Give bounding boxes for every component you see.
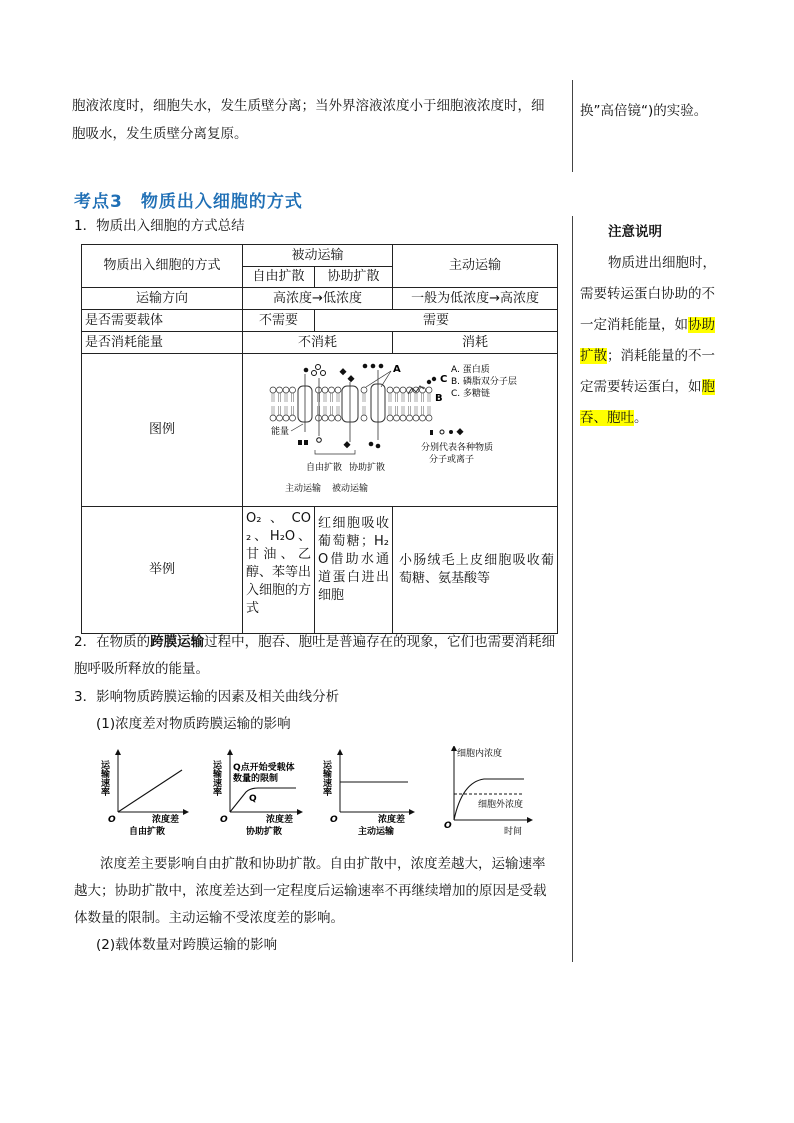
- g1-xlabel: 浓度差: [152, 815, 180, 825]
- molecule-square: [430, 430, 433, 435]
- g3-origin: O: [330, 815, 338, 825]
- g2-origin: O: [220, 815, 228, 825]
- g3-ylabel: 运输速率: [321, 760, 331, 796]
- molecule-square: [304, 440, 308, 445]
- column-divider: [572, 216, 573, 962]
- molecule-circle: [321, 371, 326, 376]
- row-carrier-rest: 需要: [315, 310, 558, 332]
- facilitated-label: 协助扩散: [349, 463, 386, 473]
- header-passive: 被动运输: [243, 245, 393, 267]
- phospholipid-tail: [389, 406, 391, 415]
- g2-point-q: Q: [249, 794, 257, 804]
- sidebar-line-3a: 一定消耗能量，如: [580, 317, 688, 333]
- item-3: 3．影响物质跨膜运输的因素及相关曲线分析: [74, 689, 340, 705]
- phospholipid-tail: [272, 406, 274, 415]
- g2-note-1: Q点开始受载体: [233, 763, 295, 773]
- example-active: 小肠绒毛上皮细胞吸收葡萄糖、氨基酸等: [393, 507, 558, 634]
- bracket-facilitated: [315, 450, 355, 454]
- phospholipid-head: [394, 415, 400, 421]
- para-line-2: 越大；协助扩散中，浓度差达到一定程度后运输速率不再继续增加的原因是受载: [74, 883, 547, 899]
- phospholipid-tail: [422, 406, 424, 415]
- phospholipid-head: [290, 415, 296, 421]
- sidebar-line-6: [580, 403, 730, 434]
- transport-table: [81, 244, 558, 634]
- energy-arrow: [291, 424, 303, 431]
- highlight-facilitated-1: 协助: [688, 317, 715, 333]
- legend-b: B. 磷脂双分子层: [451, 377, 517, 387]
- phospholipid-tail: [402, 393, 404, 402]
- header-facilitated-diffusion: 协助扩散: [315, 267, 393, 288]
- header-active: 主动运输: [393, 245, 558, 288]
- label-b: B: [435, 393, 443, 404]
- phospholipid-head: [283, 387, 289, 393]
- phospholipid-tail: [285, 406, 287, 415]
- highlight-endocytosis-1: 胞: [701, 379, 715, 395]
- molecule-diamond: [456, 428, 463, 435]
- phospholipid-head: [329, 415, 335, 421]
- sub-heading-1: (1)浓度差对物质跨膜运输的影响: [96, 716, 291, 732]
- g1-caption: 自由扩散: [129, 827, 166, 837]
- para-line-3: 体数量的限制。主动运输不受浓度差的影响。: [74, 910, 344, 926]
- legend-c: C. 多糖链: [451, 389, 491, 399]
- phospholipid-tail: [428, 393, 430, 402]
- g2-caption: 协助扩散: [246, 827, 283, 837]
- phospholipid-head: [400, 387, 406, 393]
- phospholipid-tail: [396, 393, 398, 402]
- label-c: C: [440, 374, 448, 385]
- graph-concentration-time: [444, 746, 532, 837]
- phospholipid-head: [322, 415, 328, 421]
- example-facilitated: 红细胞吸收葡萄糖；H₂O借助水通道蛋白进出细胞: [315, 507, 393, 634]
- molecule-diamond: [343, 441, 350, 448]
- item-2-before: 2．在物质的: [74, 634, 151, 650]
- phospholipid-head: [361, 415, 367, 421]
- phospholipid-head: [335, 387, 341, 393]
- phospholipid-head: [270, 415, 276, 421]
- g4-xlabel: 时间: [504, 827, 523, 837]
- g2-note-2: 数量的限制: [233, 774, 279, 784]
- molecule-diamond: [339, 368, 346, 375]
- g3-xlabel: 浓度差: [378, 815, 406, 825]
- row-direction-active: 一般为低浓度→高浓度: [393, 288, 558, 310]
- sidebar-line-5a: 定需要转运蛋白，如: [580, 379, 702, 395]
- phospholipid-tail: [292, 406, 294, 415]
- sidebar-line-1: 物质进出细胞时，: [608, 255, 716, 271]
- phospholipid-tail: [331, 393, 333, 402]
- row-direction-passive: 高浓度→低浓度: [243, 288, 393, 310]
- molecule-circle: [440, 430, 444, 434]
- energy-label: 能量: [271, 427, 290, 437]
- active-label: 主动运输: [285, 484, 322, 494]
- row-carrier-free: 不需要: [243, 310, 315, 332]
- phospholipid-head: [322, 387, 328, 393]
- phospholipid-head: [277, 387, 283, 393]
- row-energy-label: 是否消耗能量: [82, 332, 243, 354]
- phospholipid-head: [277, 415, 283, 421]
- phospholipid-tail: [337, 393, 339, 402]
- sidebar-line-4: [580, 341, 730, 372]
- phospholipid-tail: [324, 393, 326, 402]
- phospholipid-tail: [285, 393, 287, 402]
- molecule-circle: [312, 371, 317, 376]
- molecule-square: [298, 440, 302, 445]
- phospholipid-head: [270, 387, 276, 393]
- legend-a: A. 蛋白质: [451, 365, 490, 375]
- phospholipid-tail: [415, 406, 417, 415]
- header-mode: 物质出入细胞的方式: [82, 245, 243, 288]
- membrane-figure-cell: [243, 354, 558, 507]
- phospholipid-head: [400, 415, 406, 421]
- molecule-dot: [432, 377, 436, 381]
- highlight-facilitated-2: 扩散: [580, 348, 607, 364]
- phospholipid-head: [407, 415, 413, 421]
- molecule-diamond: [347, 375, 354, 382]
- passive-label: 被动运输: [332, 484, 369, 494]
- free-label: 自由扩散: [306, 463, 343, 473]
- phospholipid-tail: [415, 393, 417, 402]
- phospholipid-tail: [363, 393, 365, 402]
- phospholipid-head: [387, 387, 393, 393]
- phospholipid-head: [335, 415, 341, 421]
- phospholipid-head: [387, 415, 393, 421]
- header-free-diffusion: 自由扩散: [243, 267, 315, 288]
- g4-origin: O: [444, 821, 452, 831]
- curve-free: [118, 770, 182, 812]
- row-example-label: 举例: [82, 507, 243, 634]
- column-divider-top: [572, 80, 573, 172]
- g1-ylabel: 运输速率: [99, 760, 109, 796]
- phospholipid-tail: [324, 406, 326, 415]
- row-figure-label: 图例: [82, 354, 243, 507]
- row-direction-label: 运输方向: [82, 288, 243, 310]
- phospholipid-tail: [409, 393, 411, 402]
- molecule-dot: [371, 364, 376, 369]
- sidebar-line-2: 需要转运蛋白协助的不: [580, 286, 715, 302]
- row-energy-active: 消耗: [393, 332, 558, 354]
- phospholipid-tail: [428, 406, 430, 415]
- phospholipid-head: [361, 387, 367, 393]
- top-line-1: 胞液浓度时，细胞失水，发生质壁分离；当外界溶液浓度小于细胞液浓度时，细: [72, 98, 545, 114]
- phospholipid-head: [426, 387, 432, 393]
- item-1: 1．物质出入细胞的方式总结: [74, 218, 245, 234]
- molecule-dot: [379, 364, 384, 369]
- row-energy-passive: 不消耗: [243, 332, 393, 354]
- phospholipid-head: [394, 387, 400, 393]
- example-free: O₂、CO₂、H₂O、甘油、乙醇、苯等出入细胞的方式: [243, 507, 315, 634]
- phospholipid-tail: [402, 406, 404, 415]
- graph-facilitated-diffusion: [211, 750, 302, 837]
- g2-ylabel: 运输速率: [211, 760, 221, 796]
- phospholipid-tail: [409, 406, 411, 415]
- phospholipid-head: [290, 387, 296, 393]
- phospholipid-head: [316, 387, 322, 393]
- row-carrier-label: 是否需要载体: [82, 310, 243, 332]
- section-heading: 考点3 物质出入细胞的方式: [74, 192, 303, 212]
- item-2-line-2: 胞呼吸所释放的能量。: [74, 661, 209, 677]
- phospholipid-tail: [422, 393, 424, 402]
- molecule-circle: [317, 438, 322, 443]
- sidebar-line-5: [580, 372, 730, 403]
- graph-active-transport: [321, 750, 414, 837]
- phospholipid-head: [426, 415, 432, 421]
- concentration-graphs: [96, 746, 536, 842]
- highlight-endocytosis-2: 吞、胞吐: [580, 410, 634, 426]
- phospholipid-tail: [292, 393, 294, 402]
- sub-heading-2: (2)载体数量对跨膜运输的影响: [96, 937, 278, 953]
- item-2-after: 过程中，胞吞、胞吐是普遍存在的现象，它们也需要消耗细: [204, 634, 556, 650]
- g2-xlabel: 浓度差: [266, 815, 294, 825]
- note-line-1: 分别代表各种物质: [421, 443, 494, 453]
- phospholipid-tail: [363, 406, 365, 415]
- sidebar-line-3: [580, 310, 730, 341]
- sidebar-note: [580, 217, 730, 434]
- phospholipid-head: [413, 415, 419, 421]
- phospholipid-tail: [279, 406, 281, 415]
- phospholipid-head: [329, 387, 335, 393]
- sidebar-line-4b: ；消耗能量的不一: [607, 348, 715, 364]
- phospholipid-tail: [337, 406, 339, 415]
- para-line-1: 浓度差主要影响自由扩散和协助扩散。自由扩散中，浓度差越大，运输速率: [100, 856, 546, 872]
- g4-dashed-label: 细胞外浓度: [478, 800, 524, 810]
- molecule-dot: [427, 380, 431, 384]
- molecule-dot: [449, 430, 453, 434]
- molecule-dot: [369, 442, 374, 447]
- top-line-2: 胞吸水，发生质壁分离复原。: [72, 126, 248, 142]
- sidebar-title: 注意说明: [608, 224, 662, 240]
- phospholipid-tail: [396, 406, 398, 415]
- molecule-dot: [363, 364, 368, 369]
- phospholipid-head: [283, 415, 289, 421]
- pointer-line-a: [381, 371, 391, 387]
- g1-origin: O: [108, 815, 116, 825]
- molecule-dot: [376, 444, 381, 449]
- g4-top-label: 细胞内浓度: [457, 749, 503, 759]
- molecule-dot: [304, 368, 309, 373]
- molecule-circle: [316, 365, 321, 370]
- phospholipid-tail: [331, 406, 333, 415]
- graph-free-diffusion: [99, 750, 188, 837]
- label-a: A: [393, 364, 401, 375]
- note-line-2: 分子或离子: [429, 455, 475, 465]
- phospholipid-tail: [389, 393, 391, 402]
- g3-caption: 主动运输: [358, 827, 395, 837]
- sidebar-line-6b: 。: [634, 410, 648, 426]
- item-2-bold: 跨膜运输: [150, 634, 205, 650]
- curve-facilitated: [230, 788, 296, 812]
- item-2: [74, 628, 569, 657]
- side-fragment: 换”高倍镜“)的实验。: [580, 103, 708, 119]
- membrane-diagram: [243, 354, 555, 500]
- phospholipid-head: [420, 415, 426, 421]
- phospholipid-tail: [279, 393, 281, 402]
- phospholipid-head: [316, 415, 322, 421]
- phospholipid-tail: [272, 393, 274, 402]
